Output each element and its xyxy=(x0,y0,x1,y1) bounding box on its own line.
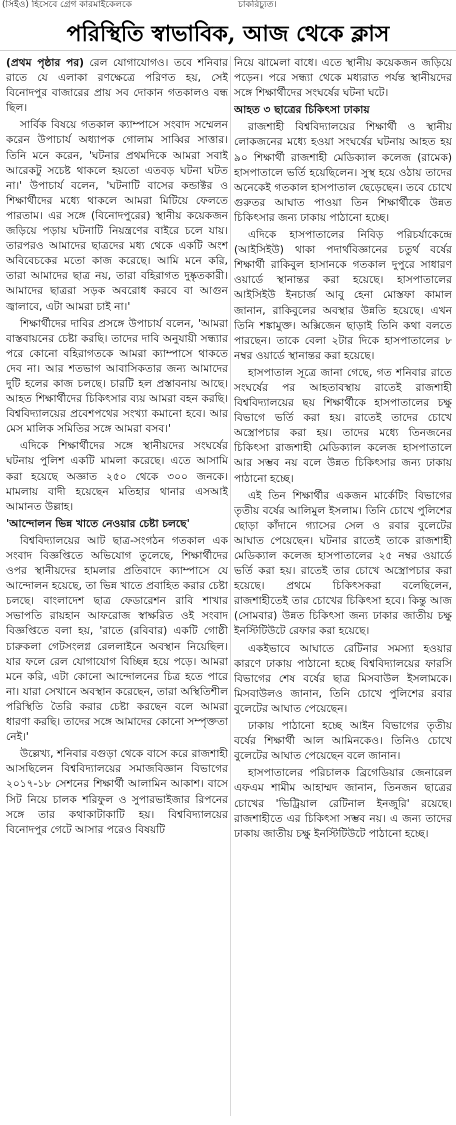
continued-from-label: (প্রথম পৃষ্ঠার পর) xyxy=(6,57,84,69)
paragraph-text: রেল যোগাযোগও। তবে শনিবার রাতে যে এলাকা রণক্ষেত্রে পরিণত হয়, সেই বিনোদপুর বাজারের প্রায় সব দোকান গতকালও বন্ধ ছিল। xyxy=(6,57,228,115)
paragraph xyxy=(6,56,228,116)
column-divider xyxy=(230,56,231,1116)
paragraph: এদিকে শিক্ষার্থীদের সঙ্গে স্থানীয়দের সংঘর্ষের ঘটনায় পুলিশ একটি মামলা করেছে। এতে আসামি করা হয়েছে অজ্ঞাত ২৫০ থেকে ৩০০ জনকে। মামলায় বাদী হয়েছেন মতিহার থানার এসআই আমানত উল্লাহ। xyxy=(6,440,228,513)
previous-article-text-right: চাকরিচ্যুত। xyxy=(238,0,277,10)
article-headline: পরিস্থিতি স্বাভাবিক, আজ থেকে ক্লাস xyxy=(0,18,456,51)
left-column xyxy=(6,56,228,1120)
paragraph: উল্লেখ্য, শনিবার বগুড়া থেকে বাসে করে রাজশাহী আসছিলেন বিশ্ববিদ্যালয়ের সমাজবিজ্ঞান বিভাগের ২০১৭-১৮ সেশনের শিক্ষার্থী আলামিন আকাশ। বাসে সিট নিয়ে চালক শরিফুল ও সুপারভাইজার রিপনের সঙ্গে তার কথাকাটাকাটি হয়। বিশ্ববিদ্যালয়ের বিনোদপুর গেটে আসার পরেও বিষয়টি xyxy=(6,748,228,836)
previous-article-text-left: (সিইও) হিসেবে গ্রেগ কারমাইকেলকে xyxy=(2,0,132,10)
paragraph: বিশ্ববিদ্যালয়ের আট ছাত্র-সংগঠন গতকাল এক সংবাদ বিজ্ঞপ্তিতে অভিযোগ তুলেছে, শিক্ষার্থীদের ওপর স্থানীয়দের হামলার প্রতিবাদে ক্যাম্পাসে যে আন্দোলন হয়েছে, তা ভিন্ন খাতে প্রবাহিত করার চেষ্টা চলছে। বাংলাদেশ ছাত্র ফেডারেশন রাবি শাখার সভাপতি রায়হান আফরোজ স্বাক্ষরিত ওই সংবাদ বিজ্ঞপ্তিতে বলা হয়, 'রাতে (রবিবার) একটি গোষ্ঠী চারুকলা গেটসংলগ্ন রেললাইনে অবস্থান নিয়েছিল। যার ফলে রেল যোগাযোগ বিচ্ছিন্ন হয়ে পড়ে। আমরা মনে করি, এটা কোনো আন্দোলনের চিত্র হতে পারে না। যারা সেখানে অবস্থান করেছেন, তারা অস্থিতিশীল পরিস্থিতি তৈরি করার চেষ্টা করছেন বলে আমরা ধারণা করছি। তাদের সঙ্গে আমাদের কোনো সম্পৃক্ততা নেই।' xyxy=(6,534,228,744)
paragraph: হাসপাতাল সূত্রে জানা গেছে, গত শনিবার রাতে সংঘর্ষের পর আহতাবস্থায় রাতেই রাজশাহী বিশ্ববিদ্যালয়ের ছয় শিক্ষার্থীকে হাসপাতালের চক্ষু বিভাগে ভর্তি করা হয়। রাতেই তাদের চোখে অস্ত্রোপচার করা হয়। তাদের মধ্যে তিনজনের চিকিৎসা রাজশাহী মেডিক্যাল কলেজ হাসপাতালে আর সম্ভব নয় বলে উন্নত চিকিৎসার জন্য ঢাকায় পাঠানো হচ্ছে। xyxy=(234,366,452,485)
section-subhead: 'আন্দোলন ভিন্ন খাতে নেওয়ার চেষ্টা চলছে' xyxy=(6,517,190,530)
paragraph: নিয়ে ঝামেলা বাধে। এতে স্থানীয় কয়েকজন জড়িয়ে পড়েন। পরে সন্ধ্যা থেকে মধ্যরাত পর্যন্ত স্থানীয়দের সঙ্গে শিক্ষার্থীদের সংঘর্ষের ঘটনা ঘটে। xyxy=(234,57,452,100)
paragraph: হাসপাতালের পরিচালক ব্রিগেডিয়ার জেনারেল এফএম শামীম আহাম্মদ জানান, তিনজন ছাত্রের চোখের 'ভিট্রিয়াল রেটিনাল ইনজুরি' রয়েছে। রাজশাহীতে এর চিকিৎসা সম্ভব নয়। এ জন্য তাদের ঢাকায় জাতীয় চক্ষু ইনস্টিটিউটে পাঠানো হচ্ছে। xyxy=(234,767,452,840)
right-column xyxy=(234,56,452,1120)
paragraph: রাজশাহী বিশ্ববিদ্যালয়ের শিক্ষার্থী ও স্থানীয় লোকজনের মধ্যে হওয়া সংঘর্ষের ঘটনায় আহত হয় ৯০ শিক্ষার্থী রাজশাহী মেডিক্যাল কলেজ (রামেক) হাসপাতালে ভর্তি হয়েছিলেন। সুস্থ হয়ে ওঠায় তাদের অনেকেই গতকাল হাসপাতাল ছেড়েছেন। তবে চোখে গুরুতর আঘাত পাওয়া তিন শিক্ষার্থীকে উন্নত চিকিৎসার জন্য ঢাকায় পাঠানো হচ্ছে। xyxy=(234,121,452,224)
paragraph: একইভাবে আঘাতে রেটিনার সমস্যা হওয়ার কারণে ঢাকায় পাঠানো হচ্ছে বিশ্ববিদ্যালয়ের ফারসি বিভাগের শেষ বর্ষের ছাত্র মিসবাউল ইসলামকে। মিসবাউলও জানান, তিনি চোখে পুলিশের রবার বুলেটের আঘাত পেয়েছেন। xyxy=(234,642,452,715)
paragraph: সার্বিক বিষয়ে গতকাল ক্যাম্পাসে সংবাদ সম্মেলন করেন উপাচার্য অধ্যাপক গোলাম সাব্বির সাত্তার। তিনি মনে করেন, 'ঘটনার প্রথমদিকে আমরা সবাই আরেকটু সচেষ্ট থাকলে হয়তো এতবড় ঘটনা ঘটত না।' উপাচার্য বলেন, 'ঘটনাটি বাসের কন্ডাক্টর ও শিক্ষার্থীদের মধ্যে থাকলে আমরা মিটিয়ে ফেলতে পারতাম। এর সঙ্গে (বিনোদপুরের) স্থানীয় কয়েকজন জড়িয়ে পড়ায় ঘটনাটি নিয়ন্ত্রণের বাইরে চলে যায়। তারপরও আমাদের ছাত্রদের মধ্য থেকে একটি অংশ অবিবেচকের মতো কাজ করেছে। আমি মনে করি, তারা আমাদের ছাত্র নয়, তারা বহিরাগত দুষ্কৃতকারী। আমাদের ছাত্ররা সড়ক অবরোধ করবে বা আগুন জ্বালাবে, এটা আমরা চাই না।' xyxy=(6,119,228,313)
paragraph: শিক্ষার্থীদের দাবির প্রসঙ্গে উপাচার্য বলেন, 'আমরা বাস্তবায়নের চেষ্টা করছি। তাদের দাবি অনুযায়ী সন্ধ্যার পরে কোনো বহিরাগতকে আমরা ক্যাম্পাসে থাকতে দেব না। আর শতভাগ আবাসিকতার জন্য আমাদের দুটি হলের কাজ চলছে। চারটি হল প্রস্তাবনায় আছে। আহত শিক্ষার্থীদের চিকিৎসার ব্যয় আমরা বহন করছি। বিশ্ববিদ্যালয়ের প্রবেশপথের সংখ্যা কমানো হবে। আর মেস মালিক সমিতির সঙ্গে আমরা বসব।' xyxy=(6,317,228,436)
section-subhead: আহত ৩ ছাত্রের চিকিৎসা ঢাকায় xyxy=(234,104,370,117)
paragraph: এই তিন শিক্ষার্থীর একজন মার্কেটিং বিভাগের তৃতীয় বর্ষের আলিমুল ইসলাম। তিনি চোখে পুলিশের ছোড়া কাঁদানে গ্যাসের সেল ও রবার বুলেটের আঘাত পেয়েছেন। ঘটনার রাতেই তাকে রাজশাহী মেডিক্যাল কলেজ হাসপাতালের ২৫ নম্বর ওয়ার্ডে ভর্তি করা হয়। রাতেই তার চোখে অস্ত্রোপচার করা হয়েছে। প্রথমে চিকিৎসকরা বলেছিলেন, রাজশাহীতেই তার চোখের চিকিৎসা হবে। কিন্তু আজ (সোমবার) উন্নত চিকিৎসা জন্য ঢাকার জাতীয় চক্ষু ইনস্টিটিউটে রেফার করা হয়েছে। xyxy=(234,489,452,638)
previous-article-strip xyxy=(0,0,456,12)
paragraph: ঢাকায় পাঠানো হচ্ছে আইন বিভাগের তৃতীয় বর্ষের শিক্ষার্থী আল আমিনকেও। তিনিও চোখে বুলেটের আঘাত পেয়েছেন বলে জানান। xyxy=(234,720,452,763)
paragraph: এদিকে হাসপাতালের নিবিড় পরিচর্যাকেন্দ্রে (আইসিইউ) থাকা পদার্থবিজ্ঞানের চতুর্থ বর্ষের শিক্ষার্থী রাকিবুল হাসানকে গতকাল দুপুরে সাধারণ ওয়ার্ডে স্থানান্তর করা হয়েছে। হাসপাতালের আইসিইউ ইনচার্জ আবু হেনা মোস্তফা কামাল জানান, রাকিবুলের অবস্থার উন্নতি হয়েছে। এখন তিনি শঙ্কামুক্ত। অক্সিজেন ছাড়াই তিনি কথা বলতে পারছেন। তাকে বেলা ২টার দিকে হাসপাতালের ৮ নম্বর ওয়ার্ডে স্থানান্তর করা হয়েছে। xyxy=(234,229,452,362)
